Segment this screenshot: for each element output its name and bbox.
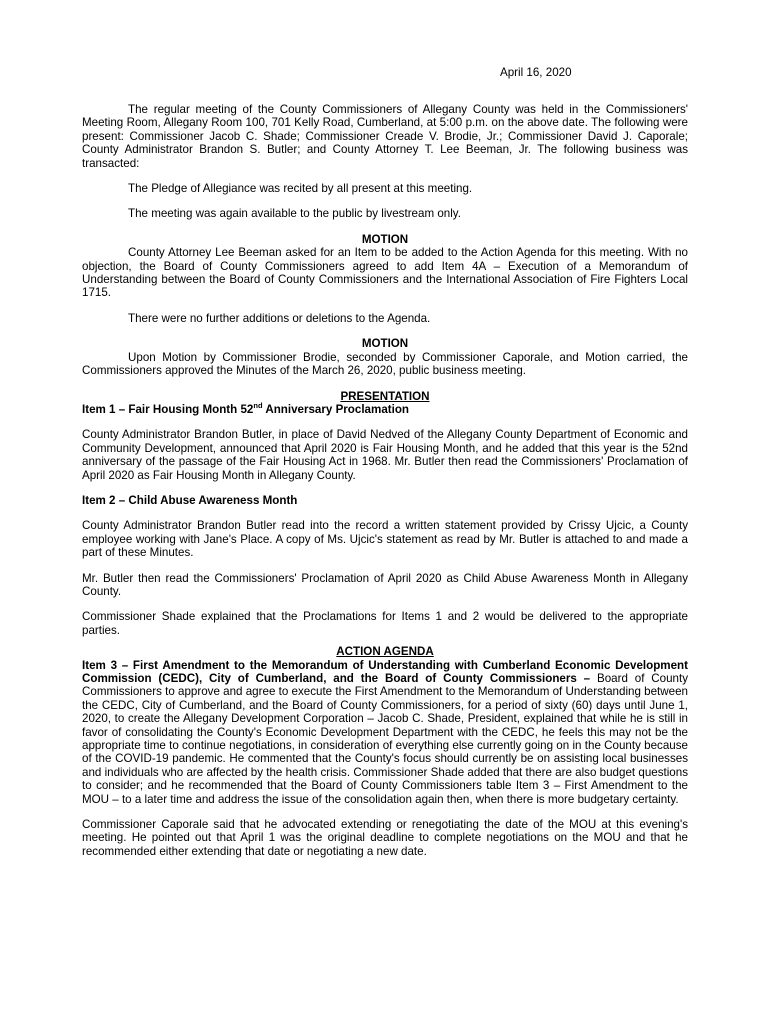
opening-paragraph: The regular meeting of the County Commissioners of Allegany County was held in the Commissioners' Meeting Room, Allegany Room 100, 701 Kelly Road, Cumberland, at 5:00 p.m. on the above date. The following were present: Commissioner Jacob C. Shade; Commissioner Creade V. Brodie, Jr.; Commissioner David J. Caporale; County Administrator Brandon S. Butler; and County Attorney T. Lee Beeman, Jr. The following business was transacted: xyxy=(82,103,688,170)
item2-title: Item 2 – Child Abuse Awareness Month xyxy=(82,493,298,507)
item1-title-main: Item 1 – Fair Housing Month 52 xyxy=(82,402,254,416)
livestream-paragraph: The meeting was again available to the public by livestream only. xyxy=(128,207,461,221)
item2-text-1: County Administrator Brandon Butler read into the record a written statement provided by Crissy Ujcic, a County employee working with Jane's Place. A copy of Ms. Ujcic's statement as read by Mr. Butler is attached to and made a part of these Minutes. xyxy=(82,519,688,560)
presentation-heading: PRESENTATION xyxy=(340,389,430,403)
item2-text-2: Mr. Butler then read the Commissioners' Proclamation of April 2020 as Child Abuse Awareness Month in Allegany County. xyxy=(82,571,688,598)
motion-text-1: County Attorney Lee Beeman asked for an Item to be added to the Action Agenda for this meeting. With no objection, the Board of County Commissioners agreed to add Item 4A – Execution of a Memorandum of Understanding between the Board of County Commissioners and the International Association of Fire Fighters Local 1715. xyxy=(82,246,688,300)
item2-text-3: Commissioner Shade explained that the Proclamations for Items 1 and 2 would be delivered to the appropriate parties. xyxy=(82,610,688,637)
item3-text: Board of County Commissioners to approve and agree to execute the First Amendment to the Memorandum of Understanding between the CEDC, City of Cumberland, and the Board of County Commissioners, for a period of sixty (60) days until June 1, 2020, to create the Allegany Development Corporation – Jacob C. Shade, President, explained that while he is still in favor of consolidating the County's Economic Development Department with the CEDC, he feels this may not be the appropriate time to continue negotiations, in consideration of everything else currently going on in the County because of the COVID-19 pandemic. He commented that the County's focus should currently be on assisting local businesses and individuals who are affected by the health crisis. Commissioner Shade added that there are also budget questions to consider; and he recommended that the Board of County Commissioners table Item 3 – First Amendment to the MOU – to a later time and address the issue of the consolidation again then, when there is more budgetary certainty. xyxy=(82,672,688,806)
minutes-body xyxy=(82,103,688,858)
no-additions-paragraph: There were no further additions or deletions to the Agenda. xyxy=(128,311,431,325)
action-agenda-heading: ACTION AGENDA xyxy=(336,645,434,659)
item1-title xyxy=(82,403,688,416)
item3-paragraph xyxy=(82,659,688,806)
item3-title: Item 3 – First Amendment to the Memorandum of Understanding with Cumberland Economic Development Commission (CEDC), City of Cumberland, and the Board of County Commissioners – xyxy=(82,658,688,685)
motion-text-2: Upon Motion by Commissioner Brodie, seconded by Commissioner Caporale, and Motion carried, the Commissioners approved the Minutes of the March 26, 2020, public business meeting. xyxy=(82,350,688,378)
document-date: April 16, 2020 xyxy=(500,66,572,79)
motion-heading-2: MOTION xyxy=(361,337,409,351)
pledge-paragraph: The Pledge of Allegiance was recited by all present at this meeting. xyxy=(128,182,473,196)
item1-text: County Administrator Brandon Butler, in place of David Nedved of the Allegany County Department of Economic and Community Development, announced that April 2020 is Fair Housing Month, and he added that this year is the 52nd anniversary of the passage of the Fair Housing Act in 1968. Mr. Butler then read the Commissioners' Proclamation of April 2020 as Fair Housing Month in Allegany County. xyxy=(82,428,688,482)
motion-heading-1: MOTION xyxy=(361,232,409,246)
item1-title-sup: nd xyxy=(253,401,263,411)
item1-title-end: Anniversary Proclamation xyxy=(262,402,410,416)
caporale-paragraph: Commissioner Caporale said that he advocated extending or renegotiating the date of the MOU at this evening's meeting. He pointed out that April 1 was the original deadline to complete negotiations on the MOU and that he recommended either extending that date or negotiating a new date. xyxy=(82,818,688,858)
